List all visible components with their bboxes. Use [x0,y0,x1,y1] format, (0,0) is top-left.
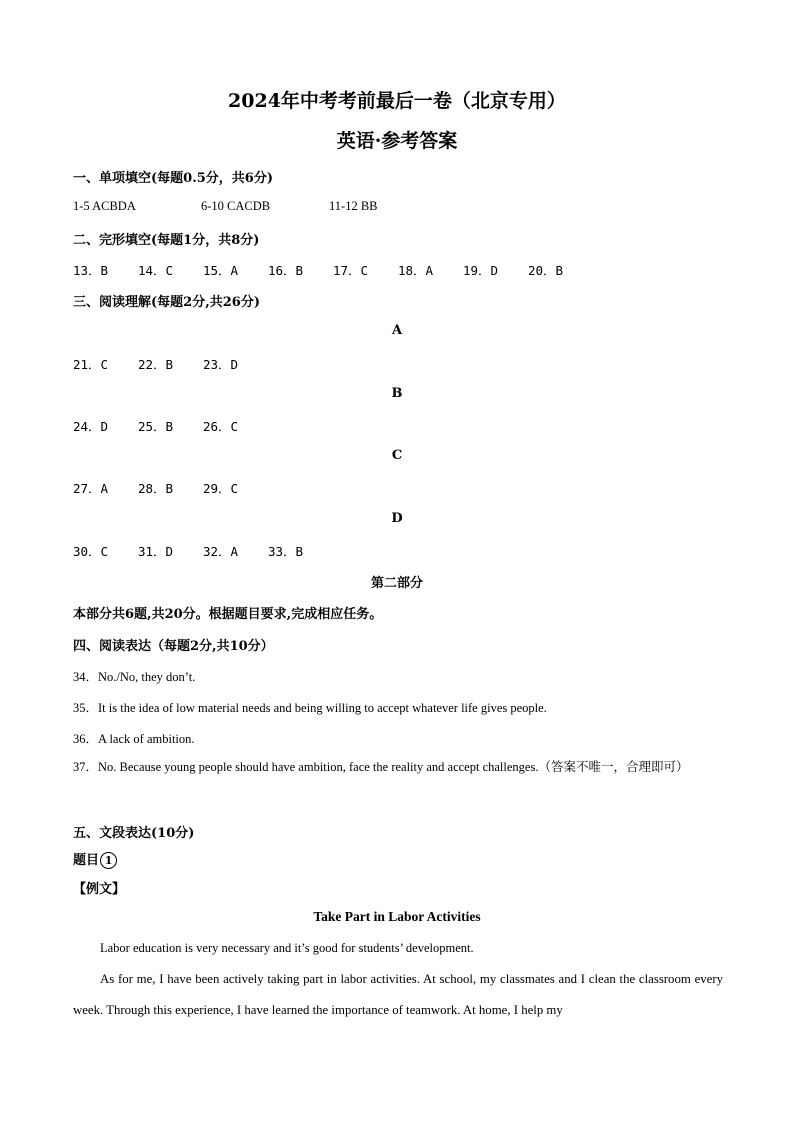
answer-item: 30．C [73,544,109,559]
answer-item: 20．B [528,263,564,278]
answer-item: 22．B [138,357,174,372]
answer-item: 23．D [203,357,239,372]
answer-item: 21．C [73,357,109,372]
topic-label [73,849,117,869]
part2-note: 本部分共6题,共20分。根据题目要求,完成相应任务。 [73,607,383,622]
answer-item: 16．B [268,263,304,278]
answer-item: 32．A [203,544,239,559]
section2-answers [73,261,563,279]
answer-36: 36．A lack of ambition. [73,732,195,746]
passage-label-c: C [391,448,403,463]
answer-item: 14．C [138,263,174,278]
answer-group: 6-10 CACDB [201,199,271,213]
section5-heading: 五、文段表达(10分) [73,826,195,841]
answer-item: 18．A [398,263,434,278]
answer-item: 19．D [463,263,499,278]
answer-item: 29．C [203,481,239,496]
answer-group: 11-12 BB [329,199,378,213]
passage-label-a: A [391,323,403,338]
answer-37: 37．No. Because young people should have ambition, face the reality and accept challenges.（答案不唯一，合理即可） [73,760,689,774]
essay-paragraph-2: As for me, I have been actively taking part in labor activities. At school, my classmates and I clean the classroom every week. Through this experience, I have learned the importance of teamwork. At home, I help my [73,972,723,1017]
answer-item: 15．A [203,263,239,278]
passage-b-answers [73,417,238,435]
answer-item: 13．B [73,263,109,278]
passage-a-answers [73,355,238,373]
answer-34: 34．No./No, they don’t. [73,670,196,684]
example-label: 【例文】 [73,882,126,897]
passage-d-answers [73,542,303,560]
section2-heading: 二、完形填空(每题1分，共8分) [73,233,260,248]
answer-item: 26．C [203,419,239,434]
answer-item: 17．C [333,263,369,278]
answer-item: 31．D [138,544,174,559]
section1-answers [73,199,378,214]
passage-label-b: B [391,386,403,401]
answer-item: 25．B [138,419,174,434]
passage-label-d: D [391,511,403,526]
answer-item: 28．B [138,481,174,496]
section3-heading: 三、阅读理解(每题2分,共26分) [73,295,260,310]
section4-heading: 四、阅读表达（每题2分,共10分） [73,639,274,654]
essay-title: Take Part in Labor Activities [313,909,481,924]
answer-item: 24．D [73,419,109,434]
part2-title: 第二部分 [370,576,423,591]
page-title: 2024年中考考前最后一卷（北京专用） [228,90,566,112]
answer-item: 33．B [268,544,304,559]
section1-heading: 一、单项填空(每题0.5分，共6分) [73,171,273,186]
essay-paragraph-1: Labor education is very necessary and it’s good for students’ development. [100,941,474,955]
topic-label-text: 题目 [73,853,100,868]
passage-c-answers [73,479,238,497]
answer-item: 27．A [73,481,109,496]
page-subtitle: 英语·参考答案 [336,130,458,152]
answer-group: 1-5 ACBDA [73,199,136,213]
circled-number: 1 [100,852,117,869]
answer-35: 35．It is the idea of low material needs and being willing to accept whatever life gives people. [73,701,547,715]
